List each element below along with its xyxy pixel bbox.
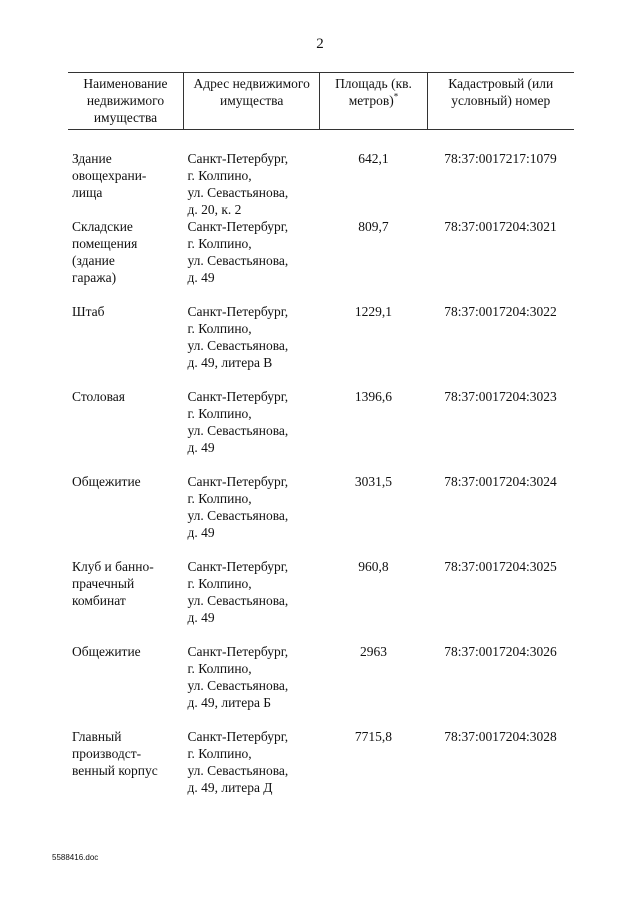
page-number: 2 — [316, 36, 324, 52]
cell-address: Санкт-Петербург, г. Колпино, ул. Севастьянова, д. 49 — [187, 389, 289, 455]
table-row — [68, 558, 574, 643]
cell-area: 2963 — [359, 644, 387, 659]
cell-area: 1396,6 — [354, 389, 393, 404]
header-area-label: Площадь (кв. метров) — [335, 76, 412, 108]
header-name: Наименование недвижимого имущества — [68, 73, 183, 130]
table-row — [68, 130, 574, 219]
table-body — [68, 130, 574, 814]
table-header-row — [68, 73, 574, 130]
cell-cadastral: 78:37:0017204:3025 — [444, 559, 557, 574]
cell-area: 7715,8 — [354, 729, 393, 744]
property-table — [68, 72, 574, 813]
cell-address: Санкт-Петербург, г. Колпино, ул. Севастьянова, д. 49 — [187, 219, 289, 285]
cell-name: Главный производст- венный корпус — [72, 729, 158, 778]
cell-name: Общежитие — [72, 474, 141, 489]
table-row — [68, 473, 574, 558]
cell-address: Санкт-Петербург, г. Колпино, ул. Севастьянова, д. 49 — [187, 474, 289, 540]
cell-address: Санкт-Петербург, г. Колпино, ул. Севастьянова, д. 20, к. 2 — [187, 151, 289, 217]
header-cadastral: Кадастровый (или условный) номер — [427, 73, 574, 130]
table-row — [68, 643, 574, 728]
header-area — [320, 73, 427, 130]
cell-name: Столовая — [72, 389, 126, 404]
cell-area: 1229,1 — [354, 304, 393, 319]
cell-cadastral: 78:37:0017204:3021 — [444, 219, 557, 234]
cell-cadastral: 78:37:0017204:3028 — [444, 729, 557, 744]
cell-cadastral: 78:37:0017217:1079 — [444, 151, 557, 166]
cell-name: Клуб и банно- прачечный комбинат — [72, 559, 154, 608]
cell-address: Санкт-Петербург, г. Колпино, ул. Севастьянова, д. 49, литера Б — [187, 644, 289, 710]
cell-name: Здание овощехрани- лища — [72, 151, 147, 200]
cell-name: Штаб — [72, 304, 105, 319]
table-row — [68, 218, 574, 303]
cell-address: Санкт-Петербург, г. Колпино, ул. Севастьянова, д. 49 — [187, 559, 289, 625]
cell-cadastral: 78:37:0017204:3024 — [444, 474, 557, 489]
cell-name: Складские помещения (здание гаража) — [72, 219, 138, 285]
cell-cadastral: 78:37:0017204:3026 — [444, 644, 557, 659]
cell-area: 809,7 — [358, 219, 389, 234]
header-address: Адрес недвижимого имущества — [183, 73, 319, 130]
cell-cadastral: 78:37:0017204:3022 — [444, 304, 557, 319]
cell-name: Общежитие — [72, 644, 141, 659]
table-row — [68, 303, 574, 388]
table-row — [68, 728, 574, 813]
cell-area: 3031,5 — [354, 474, 393, 489]
table-row — [68, 388, 574, 473]
cell-cadastral: 78:37:0017204:3023 — [444, 389, 557, 404]
document-filename: 5588416.doc — [52, 853, 99, 862]
cell-area: 960,8 — [358, 559, 389, 574]
cell-address: Санкт-Петербург, г. Колпино, ул. Севастьянова, д. 49, литера Д — [187, 729, 289, 795]
cell-address: Санкт-Петербург, г. Колпино, ул. Севастьянова, д. 49, литера В — [187, 304, 289, 370]
cell-area: 642,1 — [358, 151, 389, 166]
header-area-footnote-mark: * — [393, 91, 399, 102]
